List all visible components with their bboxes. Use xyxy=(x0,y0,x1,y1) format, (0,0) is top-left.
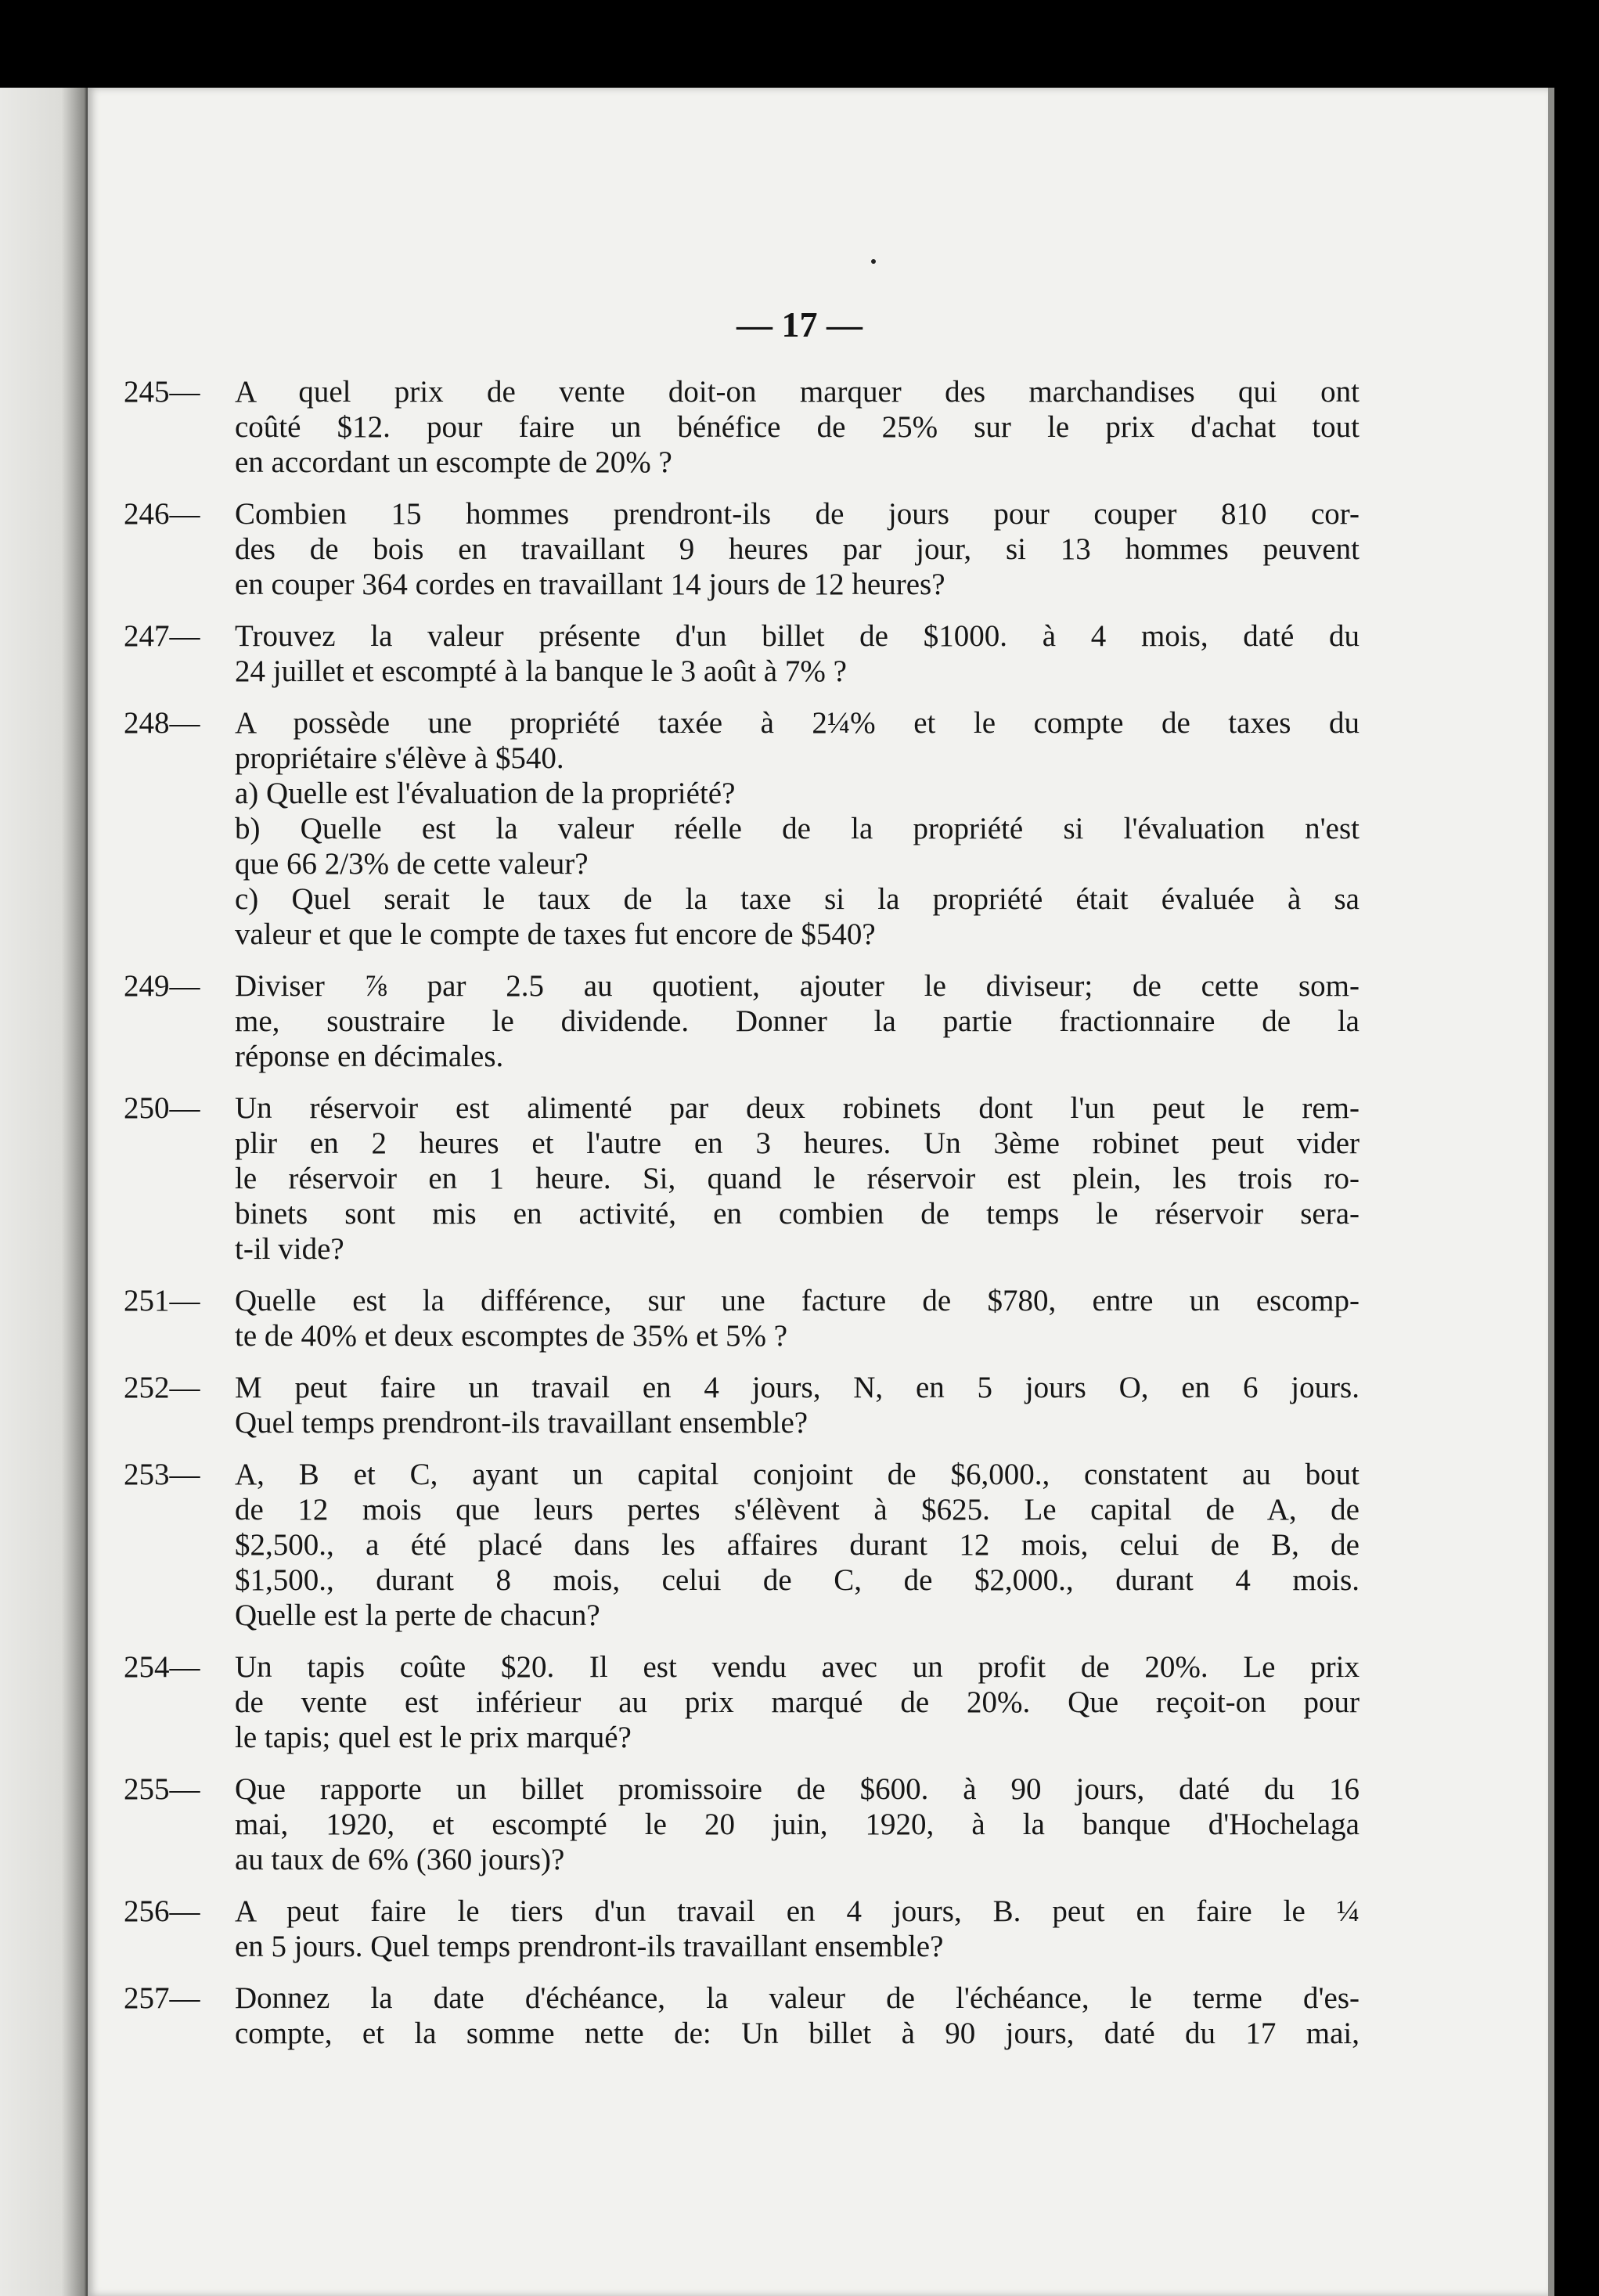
exercise-248 xyxy=(124,705,1360,952)
exercise-number: 255— xyxy=(124,1772,200,1806)
text-line: réponse en décimales. xyxy=(235,1040,504,1073)
text-line: Un réservoir est alimenté par deux robinets dont l'un peut le rem- xyxy=(235,1091,1360,1125)
text-line: Diviser ⅞ par 2.5 au quotient, ajouter le diviseur; de cette som- xyxy=(235,969,1360,1003)
exercise-number: 254— xyxy=(124,1650,200,1684)
exercise-245 xyxy=(124,374,1360,480)
text-line: Que rapporte un billet promissoire de $600. à 90 jours, daté du 16 xyxy=(235,1772,1360,1806)
text-line: valeur et que le compte de taxes fut encore de $540? xyxy=(235,917,876,951)
text-line: $2,500., a été placé dans les affaires durant 12 mois, celui de B, de xyxy=(235,1528,1360,1562)
question-c: c) Quel serait le taux de la taxe si la propriété était évaluée à sa xyxy=(235,882,1360,916)
text-line: 24 juillet et escompté à la banque le 3 août à 7% ? xyxy=(235,654,847,688)
ink-speck xyxy=(871,259,876,264)
text-line: en 5 jours. Quel temps prendront-ils travaillant ensemble? xyxy=(235,1930,944,1963)
exercise-251 xyxy=(124,1283,1360,1353)
exercise-text xyxy=(235,618,1360,689)
exercise-246 xyxy=(124,496,1360,602)
text-line: Quelle est la différence, sur une facture de $780, entre un escomp- xyxy=(235,1284,1360,1317)
exercise-number: 250— xyxy=(124,1091,200,1125)
exercise-253 xyxy=(124,1457,1360,1633)
text-line: me, soustraire le dividende. Donner la partie fractionnaire de la xyxy=(235,1004,1360,1038)
text-line: $1,500., durant 8 mois, celui de C, de $2,000., durant 4 mois. xyxy=(235,1563,1360,1597)
facing-page-edge xyxy=(0,88,88,2296)
exercise-text xyxy=(235,705,1360,952)
text-line: des de bois en travaillant 9 heures par jour, si 13 hommes peuvent xyxy=(235,532,1360,566)
exercise-text xyxy=(235,968,1360,1074)
text-line: coûté $12. pour faire un bénéfice de 25% sur le prix d'achat tout xyxy=(235,410,1360,444)
exercise-number: 253— xyxy=(124,1458,200,1491)
exercise-256 xyxy=(124,1894,1360,1964)
text-line: A peut faire le tiers d'un travail en 4 jours, B. peut en faire le ¼ xyxy=(235,1894,1360,1928)
text-line: Un tapis coûte $20. Il est vendu avec un profit de 20%. Le prix xyxy=(235,1650,1360,1684)
exercise-249 xyxy=(124,968,1360,1074)
text-line: binets sont mis en activité, en combien de temps le réservoir sera- xyxy=(235,1197,1360,1231)
text-line: Quel temps prendront-ils travaillant ensemble? xyxy=(235,1406,809,1440)
text-line: M peut faire un travail en 4 jours, N, en 5 jours O, en 6 jours. xyxy=(235,1371,1360,1404)
exercise-text xyxy=(235,1457,1360,1633)
exercise-number: 247— xyxy=(124,619,200,653)
text-line: Combien 15 hommes prendront-ils de jours pour couper 810 cor- xyxy=(235,497,1360,531)
exercise-text xyxy=(235,1283,1360,1353)
text-line: mai, 1920, et escompté le 20 juin, 1920, à la banque d'Hochelaga xyxy=(235,1808,1360,1841)
exercise-number: 251— xyxy=(124,1284,200,1317)
text-line: au taux de 6% (360 jours)? xyxy=(235,1843,565,1876)
exercise-text xyxy=(235,1772,1360,1877)
text-line: plir en 2 heures et l'autre en 3 heures. Un 3ème robinet peut vider xyxy=(235,1126,1360,1160)
text-line: le tapis; quel est le prix marqué? xyxy=(235,1721,632,1754)
exercise-text xyxy=(235,1090,1360,1267)
text-line: compte, et la somme nette de: Un billet à 90 jours, daté du 17 mai, xyxy=(235,2017,1360,2050)
text-line: en accordant un escompte de 20% ? xyxy=(235,445,672,479)
exercise-text xyxy=(235,1649,1360,1755)
text-line: de 12 mois que leurs pertes s'élèvent à $625. Le capital de A, de xyxy=(235,1493,1360,1526)
text-line: que 66 2/3% de cette valeur? xyxy=(235,847,589,881)
exercise-250 xyxy=(124,1090,1360,1267)
question-a: a) Quelle est l'évaluation de la propriété? xyxy=(235,777,736,810)
exercise-text xyxy=(235,1894,1360,1964)
exercise-number: 248— xyxy=(124,706,200,740)
text-line: t-il vide? xyxy=(235,1232,344,1266)
text-line: Quelle est la perte de chacun? xyxy=(235,1599,600,1632)
exercise-257 xyxy=(124,1981,1360,2051)
exercise-text xyxy=(235,1370,1360,1440)
text-line: Donnez la date d'échéance, la valeur de l'échéance, le terme d'es- xyxy=(235,1981,1360,2015)
exercise-252 xyxy=(124,1370,1360,1440)
text-line: propriétaire s'élève à $540. xyxy=(235,741,564,775)
text-line: en couper 364 cordes en travaillant 14 jours de 12 heures? xyxy=(235,568,945,601)
page-number: — 17 — xyxy=(736,305,863,344)
text-line: de vente est inférieur au prix marqué de 20%. Que reçoit-on pour xyxy=(235,1685,1360,1719)
exercise-247 xyxy=(124,618,1360,689)
exercise-text xyxy=(235,496,1360,602)
exercise-number: 257— xyxy=(124,1981,200,2015)
exercise-list xyxy=(124,374,1360,2067)
exercise-254 xyxy=(124,1649,1360,1755)
exercise-number: 246— xyxy=(124,497,200,531)
exercise-number: 245— xyxy=(124,375,200,409)
text-line: A possède une propriété taxée à 2¼% et le compte de taxes du xyxy=(235,706,1360,740)
exercise-text xyxy=(235,374,1360,480)
exercise-text xyxy=(235,1981,1360,2051)
text-line: Trouvez la valeur présente d'un billet de $1000. à 4 mois, daté du xyxy=(235,619,1360,653)
text-line: le réservoir en 1 heure. Si, quand le réservoir est plein, les trois ro- xyxy=(235,1162,1360,1195)
text-line: A, B et C, ayant un capital conjoint de $6,000., constatent au bout xyxy=(235,1458,1360,1491)
exercise-number: 249— xyxy=(124,969,200,1003)
exercise-255 xyxy=(124,1772,1360,1877)
text-line: A quel prix de vente doit-on marquer des marchandises qui ont xyxy=(235,375,1360,409)
question-b: b) Quelle est la valeur réelle de la propriété si l'évaluation n'est xyxy=(235,812,1360,845)
page-edge xyxy=(1548,88,1554,2296)
exercise-number: 252— xyxy=(124,1371,200,1404)
text-line: te de 40% et deux escomptes de 35% et 5% ? xyxy=(235,1319,788,1353)
exercise-number: 256— xyxy=(124,1894,200,1928)
